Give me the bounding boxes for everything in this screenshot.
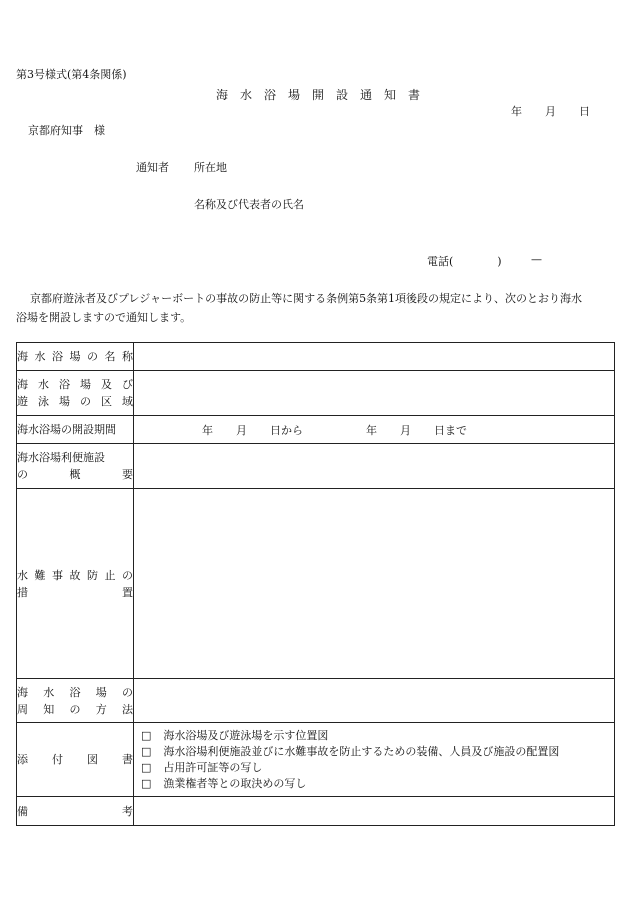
field-publicity[interactable] bbox=[134, 679, 615, 723]
field-attachments bbox=[134, 723, 615, 797]
label-char: 付 bbox=[52, 753, 63, 766]
label-publicity bbox=[17, 679, 134, 723]
label-char: 海 bbox=[17, 685, 28, 699]
period-start-month: 月 bbox=[236, 423, 247, 437]
label-char: 水 bbox=[43, 685, 55, 699]
label-text bbox=[17, 803, 133, 820]
field-beach-name[interactable] bbox=[134, 343, 615, 371]
label-char: 概 bbox=[69, 468, 81, 481]
row-opening-period bbox=[17, 416, 615, 444]
label-char: 浴 bbox=[52, 350, 63, 363]
label-opening-period bbox=[17, 416, 134, 444]
label-char: 海 bbox=[17, 378, 28, 391]
label-char: 域 bbox=[122, 395, 133, 408]
period-end-month: 月 bbox=[400, 423, 411, 437]
form-number: 第3号様式(第4条関係) bbox=[16, 68, 127, 81]
label-char: 措 bbox=[17, 585, 28, 599]
label-char: 止 bbox=[104, 568, 116, 582]
label-char: 海 bbox=[17, 350, 28, 363]
label-text bbox=[17, 584, 133, 601]
label-text bbox=[17, 376, 133, 393]
field-beach-area[interactable] bbox=[134, 371, 615, 416]
date-month: 月 bbox=[545, 105, 556, 118]
label-char: 故 bbox=[69, 568, 81, 582]
row-facilities bbox=[17, 444, 615, 489]
attachment-label: 漁業権者等との取決めの写し bbox=[163, 776, 307, 790]
label-text bbox=[17, 393, 133, 410]
label-char: 法 bbox=[122, 702, 133, 716]
label-accident-prevention bbox=[17, 489, 134, 679]
attachment-item bbox=[141, 728, 614, 744]
label-char: の bbox=[87, 350, 98, 363]
row-attachments bbox=[17, 723, 615, 797]
period-end-day: 日まで bbox=[434, 423, 467, 437]
address-label: 所在地 bbox=[194, 161, 227, 174]
label-remarks bbox=[17, 797, 134, 826]
period-start-day: 日から bbox=[270, 423, 303, 437]
period-values bbox=[134, 422, 614, 438]
label-char: 泳 bbox=[38, 395, 49, 408]
label-text: 海水浴場の開設期間 bbox=[17, 423, 116, 436]
label-char: 場 bbox=[59, 395, 70, 408]
row-beach-area bbox=[17, 371, 615, 416]
label-char: び bbox=[122, 378, 133, 391]
period-end-year: 年 bbox=[366, 423, 377, 437]
label-char: 場 bbox=[69, 350, 81, 363]
label-char: の bbox=[69, 702, 81, 716]
label-char: 置 bbox=[122, 585, 133, 599]
label-char: 図 bbox=[87, 753, 98, 766]
label-char: 方 bbox=[95, 702, 107, 716]
label-char: 水 bbox=[17, 568, 28, 582]
phone-dash: — bbox=[531, 253, 542, 266]
label-text bbox=[17, 684, 133, 701]
notifier-label: 通知者 bbox=[136, 161, 169, 174]
date-year: 年 bbox=[511, 105, 522, 118]
attachment-label: 海水浴場及び遊泳場を示す位置図 bbox=[163, 728, 329, 742]
label-text: 海水浴場利便施設 bbox=[17, 451, 105, 464]
label-beach-area bbox=[17, 371, 134, 416]
label-char: 場 bbox=[80, 378, 91, 391]
label-char: 名 bbox=[104, 350, 116, 363]
label-char: 水 bbox=[38, 378, 49, 391]
label-text bbox=[17, 466, 133, 483]
checkbox[interactable]: □ bbox=[141, 728, 152, 742]
attachment-item bbox=[141, 760, 614, 776]
checkbox[interactable]: □ bbox=[141, 760, 152, 774]
attachment-item bbox=[141, 744, 614, 760]
field-facilities[interactable] bbox=[134, 444, 615, 489]
body-text-line1: 京都府遊泳者及びプレジャーボートの事故の防止等に関する条例第5条第1項後段の規定により、次のとおり海水 bbox=[30, 292, 583, 305]
label-char: 難 bbox=[34, 568, 46, 582]
phone-label: 電話( ) bbox=[427, 255, 502, 268]
label-char: 要 bbox=[122, 468, 133, 481]
label-char: の bbox=[122, 685, 133, 699]
label-char: の bbox=[122, 568, 133, 582]
field-remarks[interactable] bbox=[134, 797, 615, 826]
label-char: 防 bbox=[87, 568, 98, 582]
label-attachments bbox=[17, 723, 134, 797]
label-char: 考 bbox=[122, 804, 133, 818]
field-opening-period[interactable] bbox=[134, 416, 615, 444]
label-char: 知 bbox=[43, 702, 55, 716]
label-text bbox=[17, 567, 133, 584]
notification-form-table bbox=[16, 342, 615, 826]
attachment-item bbox=[141, 776, 614, 792]
checkbox[interactable]: □ bbox=[141, 744, 152, 758]
row-beach-name bbox=[17, 343, 615, 371]
label-char: 浴 bbox=[69, 685, 81, 699]
label-char: 添 bbox=[17, 753, 28, 766]
label-char: 称 bbox=[122, 350, 133, 363]
attachment-label: 占用許可証等の写し bbox=[163, 760, 263, 774]
label-char: 区 bbox=[101, 395, 112, 408]
label-char: 水 bbox=[34, 350, 46, 363]
label-facilities bbox=[17, 444, 134, 489]
label-char: の bbox=[17, 468, 28, 481]
document-title: 海水浴場開設通知書 bbox=[216, 88, 433, 102]
label-text bbox=[17, 701, 133, 718]
label-text bbox=[17, 751, 133, 768]
label-char: の bbox=[80, 395, 91, 408]
row-publicity bbox=[17, 679, 615, 723]
label-char: 事 bbox=[52, 568, 63, 582]
label-char: 場 bbox=[95, 685, 107, 699]
label-char: 備 bbox=[17, 804, 28, 818]
row-remarks bbox=[17, 797, 615, 826]
attachment-label: 海水浴場利便施設並びに水難事故を防止するための装備、人員及び施設の配置図 bbox=[163, 744, 560, 758]
checkbox[interactable]: □ bbox=[141, 776, 152, 790]
addressee: 京都府知事 様 bbox=[28, 124, 105, 137]
field-accident-prevention[interactable] bbox=[134, 489, 615, 679]
label-char: 周 bbox=[17, 702, 28, 716]
label-beach-name bbox=[17, 343, 134, 371]
body-text-line2: 浴場を開設しますので通知します。 bbox=[16, 311, 192, 324]
period-start-year: 年 bbox=[202, 423, 213, 437]
label-char: 書 bbox=[122, 753, 133, 766]
label-char: 浴 bbox=[59, 378, 70, 391]
label-text bbox=[17, 348, 133, 365]
label-char: 遊 bbox=[17, 395, 28, 408]
date-day: 日 bbox=[579, 105, 590, 118]
row-accident-prevention bbox=[17, 489, 615, 679]
label-char: 及 bbox=[101, 378, 112, 391]
name-label: 名称及び代表者の氏名 bbox=[194, 198, 304, 211]
